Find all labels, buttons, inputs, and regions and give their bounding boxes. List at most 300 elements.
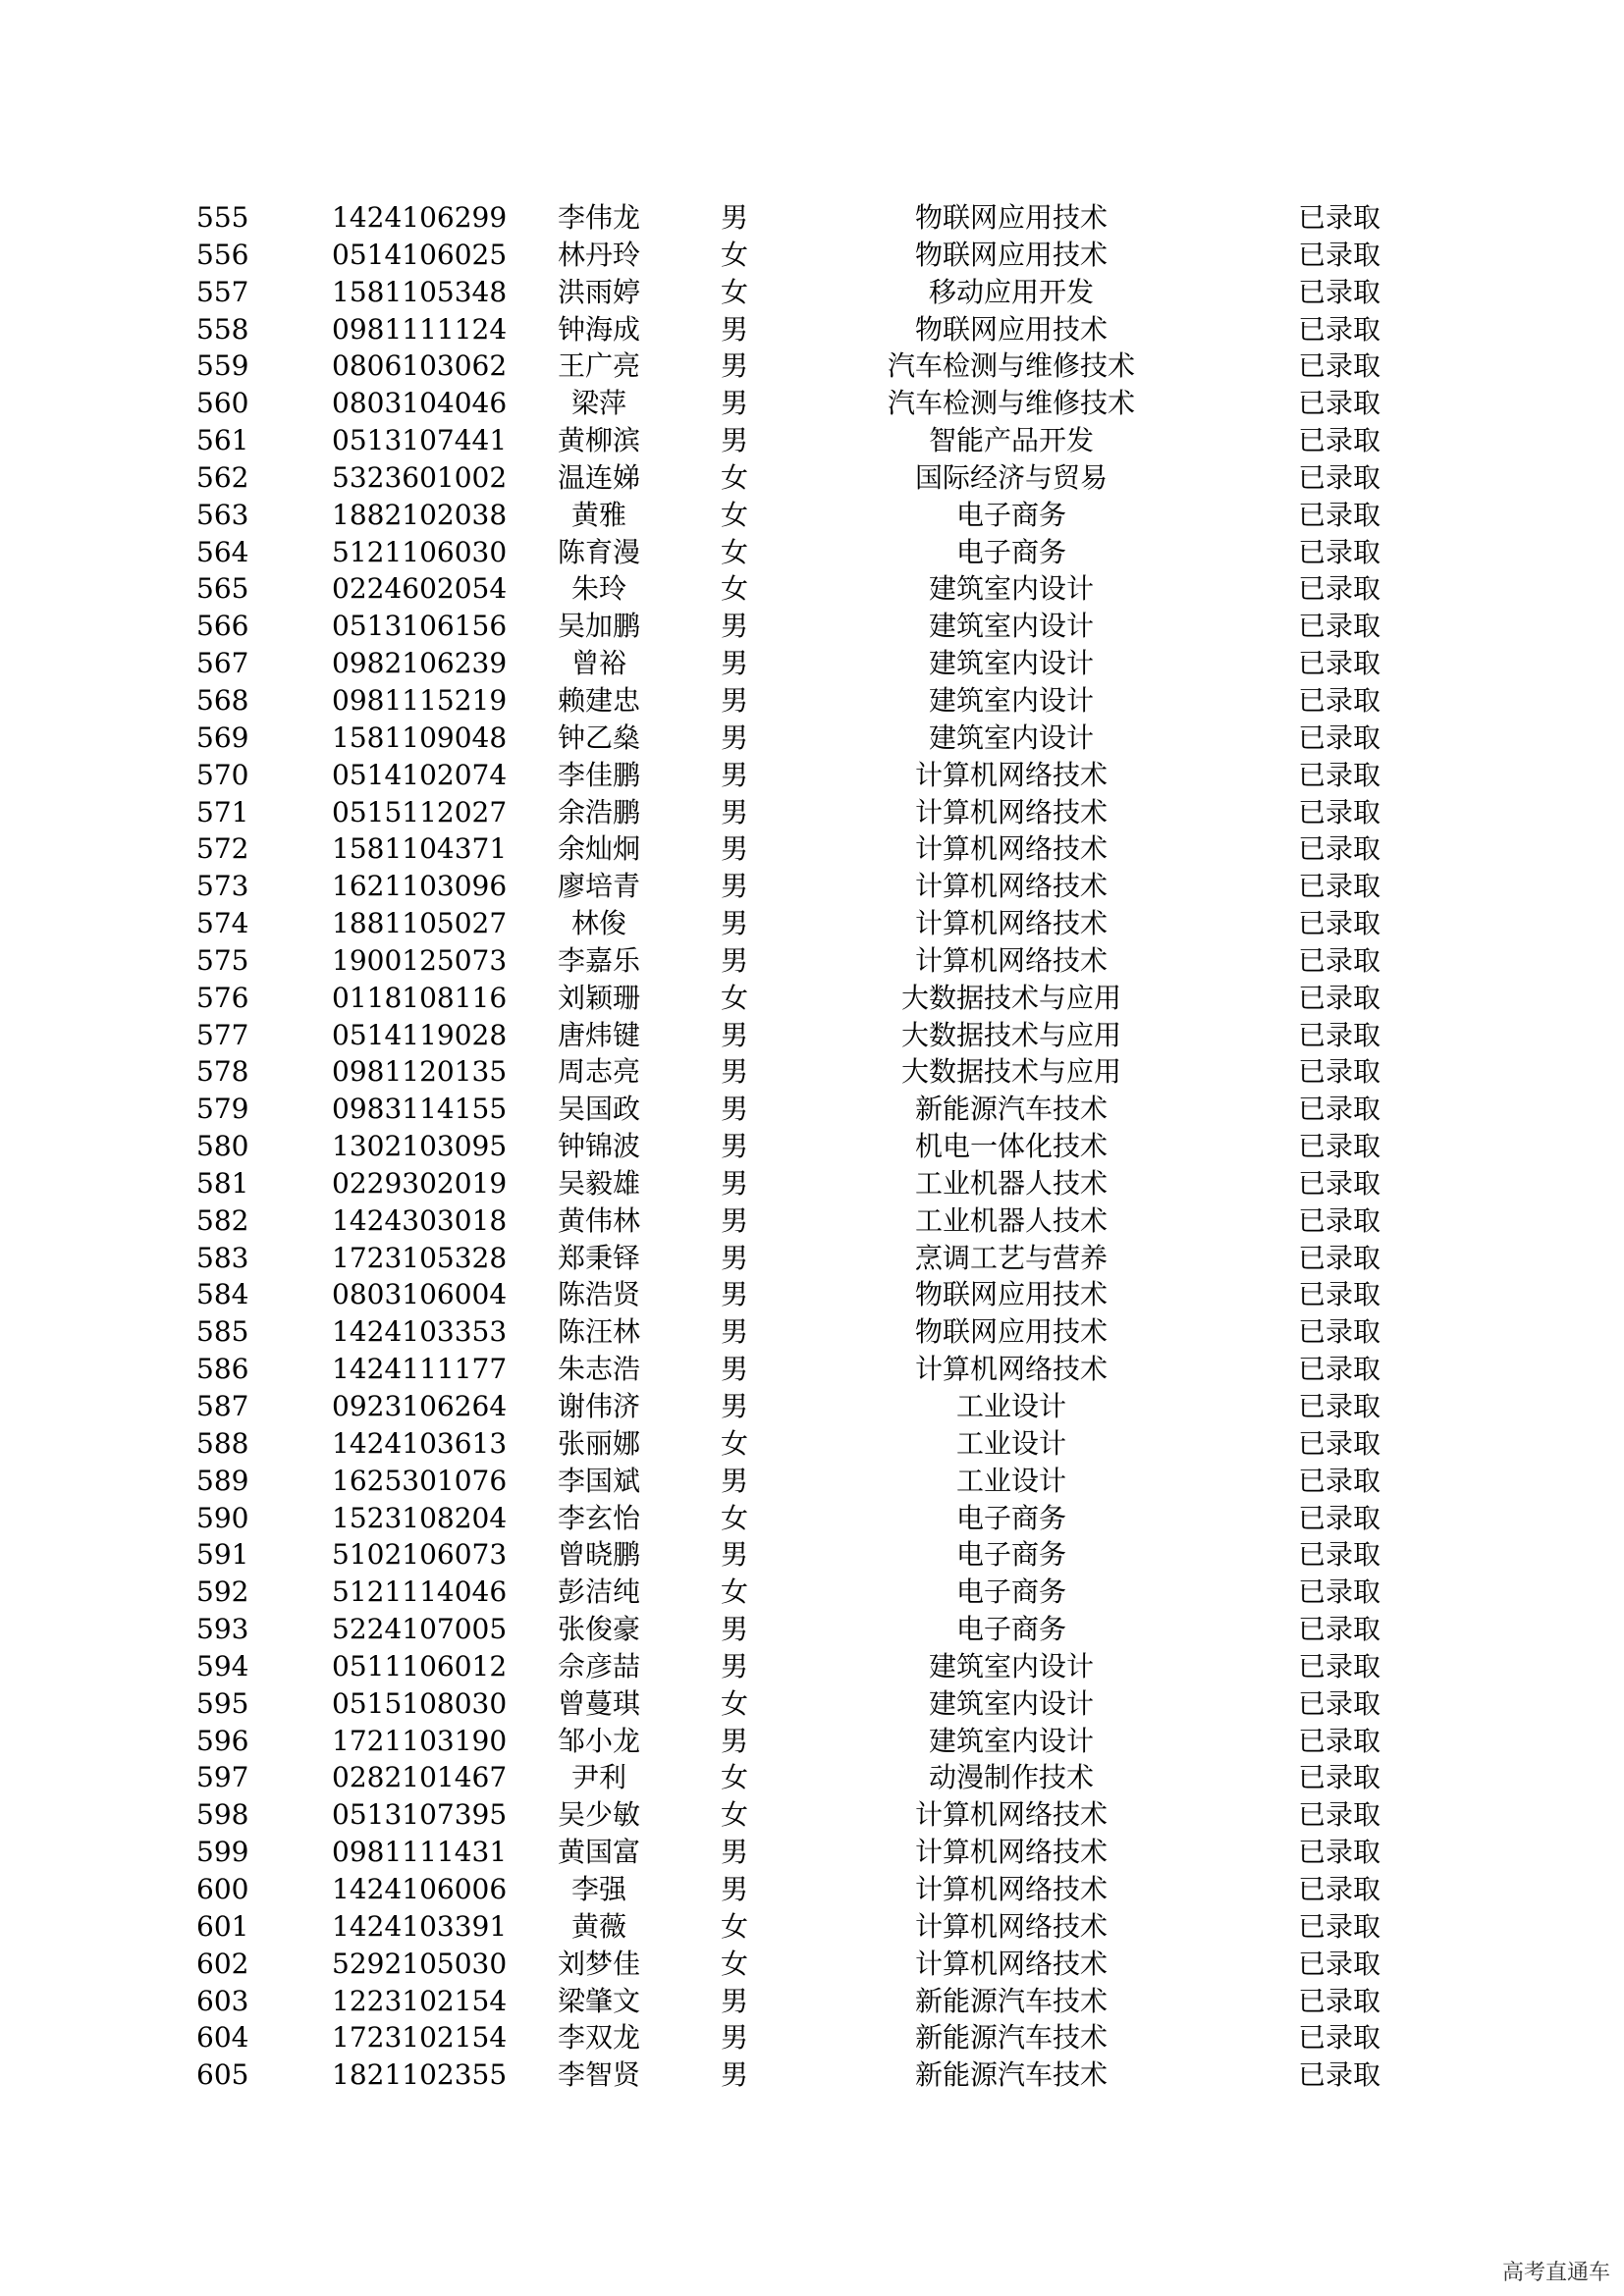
major: 计算机网络技术 [914, 758, 1108, 791]
candidate-id: 1424111177 [332, 1353, 508, 1386]
gender: 男 [720, 1649, 748, 1682]
major: 计算机网络技术 [914, 1798, 1108, 1832]
major: 建筑室内设计 [928, 572, 1094, 606]
gender: 女 [720, 1575, 748, 1609]
watermark-text: 高考直通车 [1501, 2261, 1610, 2285]
row-number: 577 [196, 1018, 249, 1051]
major: 电子商务 [955, 1613, 1066, 1646]
major: 工业机器人技术 [914, 1203, 1108, 1237]
student-name: 李玄怡 [557, 1501, 640, 1534]
major: 计算机网络技术 [914, 1836, 1108, 1869]
row-number: 566 [196, 610, 249, 643]
row-number: 564 [196, 535, 249, 568]
table-row [0, 385, 1624, 422]
candidate-id: 0803104046 [332, 387, 508, 420]
candidate-id: 0981111431 [332, 1836, 508, 1869]
gender: 女 [720, 981, 748, 1014]
student-name: 黄柳滨 [557, 424, 640, 457]
row-number: 556 [196, 238, 249, 271]
major: 烹调工艺与营养 [914, 1241, 1108, 1274]
student-name: 郑秉铎 [557, 1241, 640, 1274]
student-name: 尹利 [570, 1761, 626, 1794]
candidate-id: 0981111124 [332, 312, 508, 346]
admission-status: 已录取 [1298, 1426, 1381, 1460]
admission-status: 已录取 [1298, 1093, 1381, 1126]
major: 电子商务 [955, 1501, 1066, 1534]
student-name: 赖建忠 [557, 683, 640, 717]
major: 工业设计 [955, 1390, 1066, 1422]
gender: 男 [720, 1836, 748, 1869]
row-number: 589 [196, 1464, 249, 1497]
candidate-id: 0923106264 [332, 1390, 508, 1422]
row-number: 599 [196, 1836, 249, 1869]
table-row [0, 1685, 1624, 1723]
table-row [0, 570, 1624, 608]
admission-status: 已录取 [1298, 721, 1381, 754]
candidate-id: 1881105027 [332, 907, 508, 940]
row-number: 572 [196, 832, 249, 866]
candidate-id: 1302103095 [332, 1130, 508, 1163]
table-row [0, 1871, 1624, 1908]
row-number: 602 [196, 1947, 249, 1980]
table-row [0, 199, 1624, 237]
candidate-id: 0229302019 [332, 1166, 508, 1200]
candidate-id: 0514106025 [332, 238, 508, 271]
student-name: 黄薇 [570, 1909, 626, 1943]
major: 物联网应用技术 [914, 1315, 1108, 1349]
student-name: 李佳鹏 [557, 758, 640, 791]
major: 汽车检测与维修技术 [887, 349, 1135, 383]
candidate-id: 1723102154 [332, 2021, 508, 2055]
row-number: 590 [196, 1501, 249, 1534]
major: 建筑室内设计 [928, 1686, 1094, 1720]
table-row [0, 1723, 1624, 1760]
table-row [0, 1202, 1624, 1240]
student-name: 梁萍 [570, 387, 626, 420]
student-name: 吴少敏 [557, 1798, 640, 1832]
gender: 男 [720, 349, 748, 383]
admission-status: 已录取 [1298, 1798, 1381, 1832]
table-row [0, 905, 1624, 942]
gender: 男 [720, 832, 748, 866]
candidate-id: 0982106239 [332, 647, 508, 680]
row-number: 570 [196, 758, 249, 791]
admission-status: 已录取 [1298, 535, 1381, 568]
table-row [0, 645, 1624, 682]
gender: 男 [720, 1093, 748, 1126]
candidate-id: 0511106012 [332, 1649, 508, 1682]
student-name: 刘梦佳 [557, 1947, 640, 1980]
admission-status: 已录取 [1298, 1761, 1381, 1794]
student-name: 邹小龙 [557, 1724, 640, 1757]
candidate-id: 0513107395 [332, 1798, 508, 1832]
major: 建筑室内设计 [928, 647, 1094, 680]
admission-status: 已录取 [1298, 610, 1381, 643]
table-row [0, 1648, 1624, 1685]
major: 计算机网络技术 [914, 832, 1108, 866]
gender: 男 [720, 1538, 748, 1572]
student-name: 佘彦喆 [557, 1649, 640, 1682]
student-name: 曾蔓琪 [557, 1686, 640, 1720]
table-row [0, 1128, 1624, 1165]
major: 计算机网络技术 [914, 943, 1108, 977]
candidate-id: 0803106004 [332, 1278, 508, 1311]
major: 新能源汽车技术 [914, 2021, 1108, 2055]
gender: 女 [720, 1947, 748, 1980]
table-row [0, 459, 1624, 497]
table-row [0, 942, 1624, 980]
table-row [0, 1983, 1624, 2020]
table-row [0, 1276, 1624, 1313]
student-name: 余浩鹏 [557, 795, 640, 828]
candidate-id: 1223102154 [332, 1984, 508, 2017]
student-name: 张丽娜 [557, 1426, 640, 1460]
admission-status: 已录取 [1298, 572, 1381, 606]
gender: 男 [720, 2021, 748, 2055]
admission-status: 已录取 [1298, 1464, 1381, 1497]
student-name: 林丹玲 [557, 238, 640, 271]
admission-status: 已录取 [1298, 349, 1381, 383]
major: 动漫制作技术 [928, 1761, 1094, 1794]
student-name: 吴毅雄 [557, 1166, 640, 1200]
candidate-id: 0981115219 [332, 683, 508, 717]
table-row [0, 347, 1624, 385]
row-number: 594 [196, 1649, 249, 1682]
table-row [0, 1313, 1624, 1351]
row-number: 601 [196, 1909, 249, 1943]
row-number: 578 [196, 1055, 249, 1089]
table-row [0, 1240, 1624, 1277]
gender: 男 [720, 312, 748, 346]
major: 工业设计 [955, 1426, 1066, 1460]
candidate-id: 0806103062 [332, 349, 508, 383]
major: 新能源汽车技术 [914, 2058, 1108, 2092]
student-name: 彭洁纯 [557, 1575, 640, 1609]
row-number: 563 [196, 498, 249, 531]
admission-status: 已录取 [1298, 460, 1381, 494]
table-row [0, 2019, 1624, 2056]
admission-status: 已录取 [1298, 2058, 1381, 2092]
row-number: 557 [196, 275, 249, 308]
candidate-id: 0983114155 [332, 1093, 508, 1126]
gender: 男 [720, 1166, 748, 1200]
candidate-id: 1581104371 [332, 832, 508, 866]
admission-status: 已录取 [1298, 1130, 1381, 1163]
student-name: 李智贤 [557, 2058, 640, 2092]
candidate-id: 0981120135 [332, 1055, 508, 1089]
candidate-id: 1424103353 [332, 1315, 508, 1349]
student-name: 李双龙 [557, 2021, 640, 2055]
admission-status: 已录取 [1298, 424, 1381, 457]
major: 计算机网络技术 [914, 870, 1108, 903]
row-number: 587 [196, 1390, 249, 1422]
row-number: 560 [196, 387, 249, 420]
major: 建筑室内设计 [928, 1649, 1094, 1682]
admission-status: 已录取 [1298, 647, 1381, 680]
gender: 女 [720, 1798, 748, 1832]
admission-status: 已录取 [1298, 1538, 1381, 1572]
table-row [0, 1908, 1624, 1946]
row-number: 574 [196, 907, 249, 940]
admission-status: 已录取 [1298, 1909, 1381, 1943]
gender: 男 [720, 2058, 748, 2092]
row-number: 581 [196, 1166, 249, 1200]
major: 大数据技术与应用 [900, 981, 1121, 1014]
major: 建筑室内设计 [928, 1724, 1094, 1757]
admission-status: 已录取 [1298, 1278, 1381, 1311]
admission-status: 已录取 [1298, 1166, 1381, 1200]
candidate-id: 1721103190 [332, 1724, 508, 1757]
major: 工业机器人技术 [914, 1166, 1108, 1200]
gender: 男 [720, 1613, 748, 1646]
major: 机电一体化技术 [914, 1130, 1108, 1163]
gender: 女 [720, 535, 748, 568]
table-row [0, 1388, 1624, 1425]
table-row [0, 497, 1624, 534]
admission-status: 已录取 [1298, 1836, 1381, 1869]
candidate-id: 1621103096 [332, 870, 508, 903]
table-row [0, 1091, 1624, 1128]
table-row [0, 1574, 1624, 1611]
admission-status: 已录取 [1298, 238, 1381, 271]
gender: 男 [720, 1872, 748, 1905]
major: 计算机网络技术 [914, 1909, 1108, 1943]
gender: 男 [720, 1203, 748, 1237]
admission-status: 已录取 [1298, 683, 1381, 717]
candidate-id: 5102106073 [332, 1538, 508, 1572]
admission-status: 已录取 [1298, 1649, 1381, 1682]
candidate-id: 0282101467 [332, 1761, 508, 1794]
gender: 男 [720, 758, 748, 791]
student-name: 唐炜键 [557, 1018, 640, 1051]
table-row [0, 682, 1624, 720]
row-number: 603 [196, 1984, 249, 2017]
row-number: 565 [196, 572, 249, 606]
row-number: 571 [196, 795, 249, 828]
major: 电子商务 [955, 535, 1066, 568]
gender: 女 [720, 1761, 748, 1794]
gender: 男 [720, 683, 748, 717]
gender: 男 [720, 647, 748, 680]
table-row [0, 1017, 1624, 1054]
row-number: 598 [196, 1798, 249, 1832]
gender: 女 [720, 460, 748, 494]
admission-status: 已录取 [1298, 387, 1381, 420]
major: 大数据技术与应用 [900, 1018, 1121, 1051]
row-number: 567 [196, 647, 249, 680]
student-name: 周志亮 [557, 1055, 640, 1089]
row-number: 575 [196, 943, 249, 977]
student-name: 曾裕 [570, 647, 626, 680]
admission-status: 已录取 [1298, 1203, 1381, 1237]
major: 移动应用开发 [928, 275, 1094, 308]
candidate-id: 1581109048 [332, 721, 508, 754]
major: 工业设计 [955, 1464, 1066, 1497]
row-number: 605 [196, 2058, 249, 2092]
gender: 女 [720, 1501, 748, 1534]
table-row [0, 608, 1624, 645]
gender: 男 [720, 1724, 748, 1757]
admission-status: 已录取 [1298, 1055, 1381, 1089]
table-row [0, 1796, 1624, 1834]
admission-status: 已录取 [1298, 312, 1381, 346]
gender: 男 [720, 201, 748, 234]
row-number: 558 [196, 312, 249, 346]
table-row [0, 1500, 1624, 1537]
student-name: 刘颖珊 [557, 981, 640, 1014]
candidate-id: 1424106006 [332, 1872, 508, 1905]
admission-status: 已录取 [1298, 1613, 1381, 1646]
table-row [0, 1425, 1624, 1463]
row-number: 584 [196, 1278, 249, 1311]
gender: 男 [720, 795, 748, 828]
table-row [0, 794, 1624, 831]
student-name: 洪雨婷 [557, 275, 640, 308]
major: 计算机网络技术 [914, 1872, 1108, 1905]
candidate-id: 0514102074 [332, 758, 508, 791]
student-name: 吴加鹏 [557, 610, 640, 643]
row-number: 592 [196, 1575, 249, 1609]
student-name: 曾晓鹏 [557, 1538, 640, 1572]
admission-status: 已录取 [1298, 201, 1381, 234]
row-number: 569 [196, 721, 249, 754]
table-row [0, 830, 1624, 868]
major: 汽车检测与维修技术 [887, 387, 1135, 420]
major: 大数据技术与应用 [900, 1055, 1121, 1089]
candidate-id: 1424106299 [332, 201, 508, 234]
candidate-id: 1424103391 [332, 1909, 508, 1943]
gender: 女 [720, 275, 748, 308]
admission-status: 已录取 [1298, 943, 1381, 977]
row-number: 583 [196, 1241, 249, 1274]
row-number: 561 [196, 424, 249, 457]
admission-status: 已录取 [1298, 1241, 1381, 1274]
major: 新能源汽车技术 [914, 1984, 1108, 2017]
student-name: 吴国政 [557, 1093, 640, 1126]
candidate-id: 5121114046 [332, 1575, 508, 1609]
admission-status: 已录取 [1298, 1947, 1381, 1980]
student-name: 黄国富 [557, 1836, 640, 1869]
gender: 女 [720, 238, 748, 271]
student-name: 钟锦波 [557, 1130, 640, 1163]
table-row [0, 237, 1624, 274]
candidate-id: 1821102355 [332, 2058, 508, 2092]
major: 计算机网络技术 [914, 795, 1108, 828]
student-name: 黄伟林 [557, 1203, 640, 1237]
student-name: 陈浩贤 [557, 1278, 640, 1311]
table-row [0, 757, 1624, 794]
student-name: 梁肇文 [557, 1984, 640, 2017]
major: 新能源汽车技术 [914, 1093, 1108, 1126]
gender: 女 [720, 498, 748, 531]
table-row [0, 1463, 1624, 1500]
gender: 男 [720, 870, 748, 903]
gender: 男 [720, 1390, 748, 1422]
admission-status: 已录取 [1298, 498, 1381, 531]
major: 电子商务 [955, 1538, 1066, 1572]
admission-status: 已录取 [1298, 832, 1381, 866]
candidate-id: 1581105348 [332, 275, 508, 308]
admission-status: 已录取 [1298, 1984, 1381, 2017]
gender: 男 [720, 387, 748, 420]
candidate-id: 0513107441 [332, 424, 508, 457]
major: 物联网应用技术 [914, 238, 1108, 271]
table-row [0, 1536, 1624, 1574]
table-row [0, 1351, 1624, 1388]
gender: 男 [720, 1130, 748, 1163]
gender: 男 [720, 1055, 748, 1089]
row-number: 591 [196, 1538, 249, 1572]
table-row [0, 868, 1624, 905]
admission-status: 已录取 [1298, 1018, 1381, 1051]
candidate-id: 0515112027 [332, 795, 508, 828]
major: 物联网应用技术 [914, 201, 1108, 234]
gender: 女 [720, 1909, 748, 1943]
table-row [0, 2056, 1624, 2094]
gender: 男 [720, 907, 748, 940]
row-number: 588 [196, 1426, 249, 1460]
admission-status: 已录取 [1298, 1501, 1381, 1534]
student-name: 黄雅 [570, 498, 626, 531]
admission-list-table [0, 199, 1624, 2094]
admission-status: 已录取 [1298, 2021, 1381, 2055]
candidate-id: 1882102038 [332, 498, 508, 531]
table-row [0, 534, 1624, 571]
student-name: 廖培青 [557, 870, 640, 903]
major: 电子商务 [955, 1575, 1066, 1609]
gender: 男 [720, 943, 748, 977]
table-row [0, 422, 1624, 459]
row-number: 597 [196, 1761, 249, 1794]
admission-status: 已录取 [1298, 275, 1381, 308]
row-number: 582 [196, 1203, 249, 1237]
gender: 男 [720, 1464, 748, 1497]
student-name: 李国斌 [557, 1464, 640, 1497]
candidate-id: 0118108116 [332, 981, 508, 1014]
student-name: 钟乙燊 [557, 721, 640, 754]
student-name: 李强 [570, 1872, 626, 1905]
major: 物联网应用技术 [914, 312, 1108, 346]
row-number: 586 [196, 1353, 249, 1386]
candidate-id: 1424303018 [332, 1203, 508, 1237]
gender: 男 [720, 1278, 748, 1311]
candidate-id: 1723105328 [332, 1241, 508, 1274]
student-name: 陈汪林 [557, 1315, 640, 1349]
gender: 男 [720, 610, 748, 643]
table-row [0, 720, 1624, 757]
admission-status: 已录取 [1298, 1724, 1381, 1757]
row-number: 555 [196, 201, 249, 234]
candidate-id: 0515108030 [332, 1686, 508, 1720]
admission-status: 已录取 [1298, 870, 1381, 903]
candidate-id: 5121106030 [332, 535, 508, 568]
table-row [0, 980, 1624, 1017]
major: 计算机网络技术 [914, 1353, 1108, 1386]
admission-status: 已录取 [1298, 1872, 1381, 1905]
candidate-id: 5292105030 [332, 1947, 508, 1980]
student-name: 王广亮 [557, 349, 640, 383]
admission-status: 已录取 [1298, 1390, 1381, 1422]
student-name: 钟海成 [557, 312, 640, 346]
admission-status: 已录取 [1298, 981, 1381, 1014]
major: 电子商务 [955, 498, 1066, 531]
candidate-id: 0514119028 [332, 1018, 508, 1051]
major: 物联网应用技术 [914, 1278, 1108, 1311]
major: 建筑室内设计 [928, 683, 1094, 717]
admission-status: 已录取 [1298, 758, 1381, 791]
row-number: 562 [196, 460, 249, 494]
row-number: 604 [196, 2021, 249, 2055]
